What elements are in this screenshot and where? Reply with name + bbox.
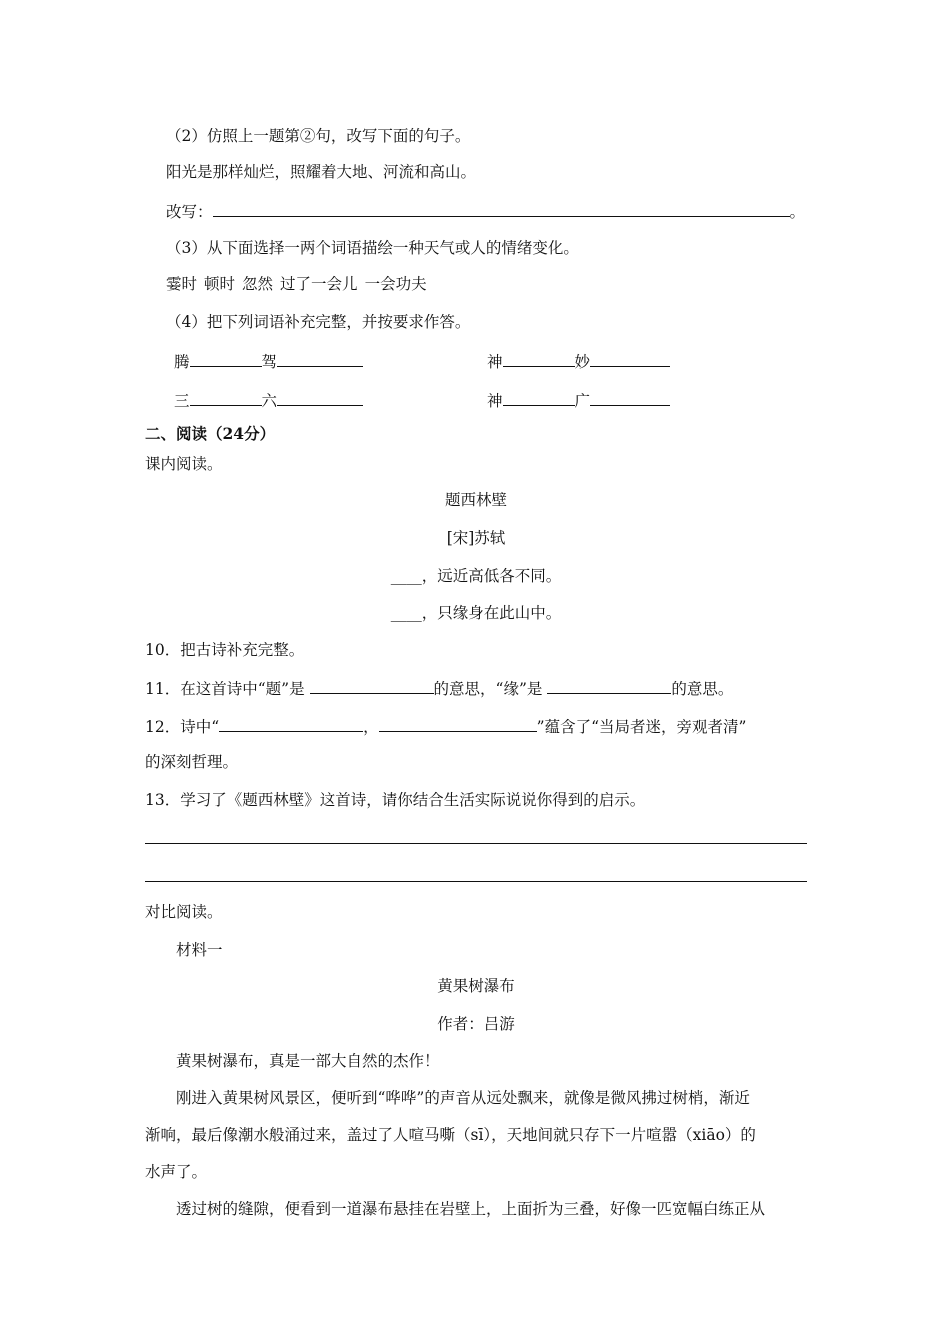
idiom-blank[interactable] [277,389,363,406]
q12-text: ， [363,718,379,736]
q4-prompt: （4）把下列词语补充完整，并按要求作答。 [166,313,471,331]
answer-line-1[interactable] [145,843,807,844]
q3-word: 忽然 [242,275,274,293]
idiom-char: 广 [574,392,591,410]
idiom-char: 三 [174,392,190,410]
poem-line-2 [145,603,807,623]
poem-author: [宋]苏轼 [446,529,506,547]
poem-title: 题西林壁 [444,491,507,509]
idiom-blank[interactable] [503,389,575,406]
q3-word: 霎时 [166,275,198,293]
q12-text: ”蕴含了“当局者迷，旁观者清” [536,718,747,736]
q2-rewrite-row [166,200,805,222]
section-heading: 二、阅读（24分） [145,424,276,443]
q2-rewrite-end: 。 [789,203,806,221]
question-10: 10．把古诗补充完整。 [145,641,305,659]
q11-text: 的意思，“缘”是 [433,680,543,698]
q11-text: 的意思。 [671,680,734,698]
q2-rewrite-blank[interactable] [213,200,790,217]
idiom-blank[interactable] [590,350,670,367]
answer-line-2[interactable] [145,881,807,882]
idiom-char: 驾 [261,353,278,371]
poem-blank[interactable]: ____ [390,604,422,622]
question-12-cont: 的深刻哲理。 [145,753,239,771]
article-paragraph-1: 黄果树瀑布，真是一部大自然的杰作！ [176,1052,440,1070]
q11-blank-yuan[interactable] [547,677,671,694]
idiom-char: 六 [261,392,278,410]
idiom-char: 妙 [574,353,591,371]
idiom-fill-3 [174,389,363,411]
q11-text: 11．在这首诗中“题”是 [145,680,305,698]
article-paragraph-2-line-2: 渐响，最后像潮水般涌过来，盖过了人喧马嘶（sī），天地间就只存下一片喧嚣（xiāo）的 [145,1126,756,1144]
idiom-fill-2 [487,350,670,372]
idiom-blank[interactable] [503,350,575,367]
idiom-blank[interactable] [190,389,262,406]
question-11 [145,677,733,699]
question-12 [145,715,746,737]
idiom-blank[interactable] [277,350,363,367]
idiom-char: 神 [487,353,503,371]
question-13: 13．学习了《题西林壁》这首诗，请你结合生活实际说说你得到的启示。 [145,791,646,809]
q12-text: 12．诗中“ [145,718,220,736]
section-intro: 课内阅读。 [145,455,223,473]
article-author: 作者：吕游 [437,1015,515,1033]
q11-blank-ti[interactable] [310,677,434,694]
article-paragraph-3-line-1: 透过树的缝隙，便看到一道瀑布悬挂在岩壁上，上面折为三叠，好像一匹宽幅白练正从 [176,1200,766,1218]
poem-blank[interactable]: ____ [390,567,422,585]
poem-text: ，远近高低各不同。 [421,567,562,585]
q2-sentence: 阳光是那样灿烂，照耀着大地、河流和高山。 [166,163,477,181]
article-paragraph-2-line-1: 刚进入黄果树风景区，便听到“哗哗”的声音从远处飘来，就像是微风拂过树梢，渐近 [176,1089,750,1107]
compare-intro: 对比阅读。 [145,903,223,921]
idiom-fill-4 [487,389,670,411]
q2-prompt: （2）仿照上一题第②句，改写下面的句子。 [166,127,471,145]
idiom-char: 腾 [174,353,190,371]
q3-word: 一会功夫 [364,275,427,293]
article-paragraph-2-line-3: 水声了。 [145,1163,208,1181]
q3-word: 过了一会儿 [280,275,358,293]
q2-rewrite-label: 改写： [166,203,213,221]
q3-prompt: （3）从下面选择一两个词语描绘一种天气或人的情绪变化。 [166,239,579,257]
q12-blank-1[interactable] [219,715,363,732]
material-label: 材料一 [176,941,223,959]
article-title: 黄果树瀑布 [437,977,515,995]
idiom-blank[interactable] [190,350,262,367]
q3-word-list [166,274,427,294]
idiom-char: 神 [487,392,503,410]
idiom-fill-1 [174,350,363,372]
idiom-blank[interactable] [590,389,670,406]
q12-blank-2[interactable] [379,715,537,732]
q3-word: 顿时 [204,275,236,293]
poem-line-1 [145,566,807,586]
poem-text: ，只缘身在此山中。 [421,604,562,622]
